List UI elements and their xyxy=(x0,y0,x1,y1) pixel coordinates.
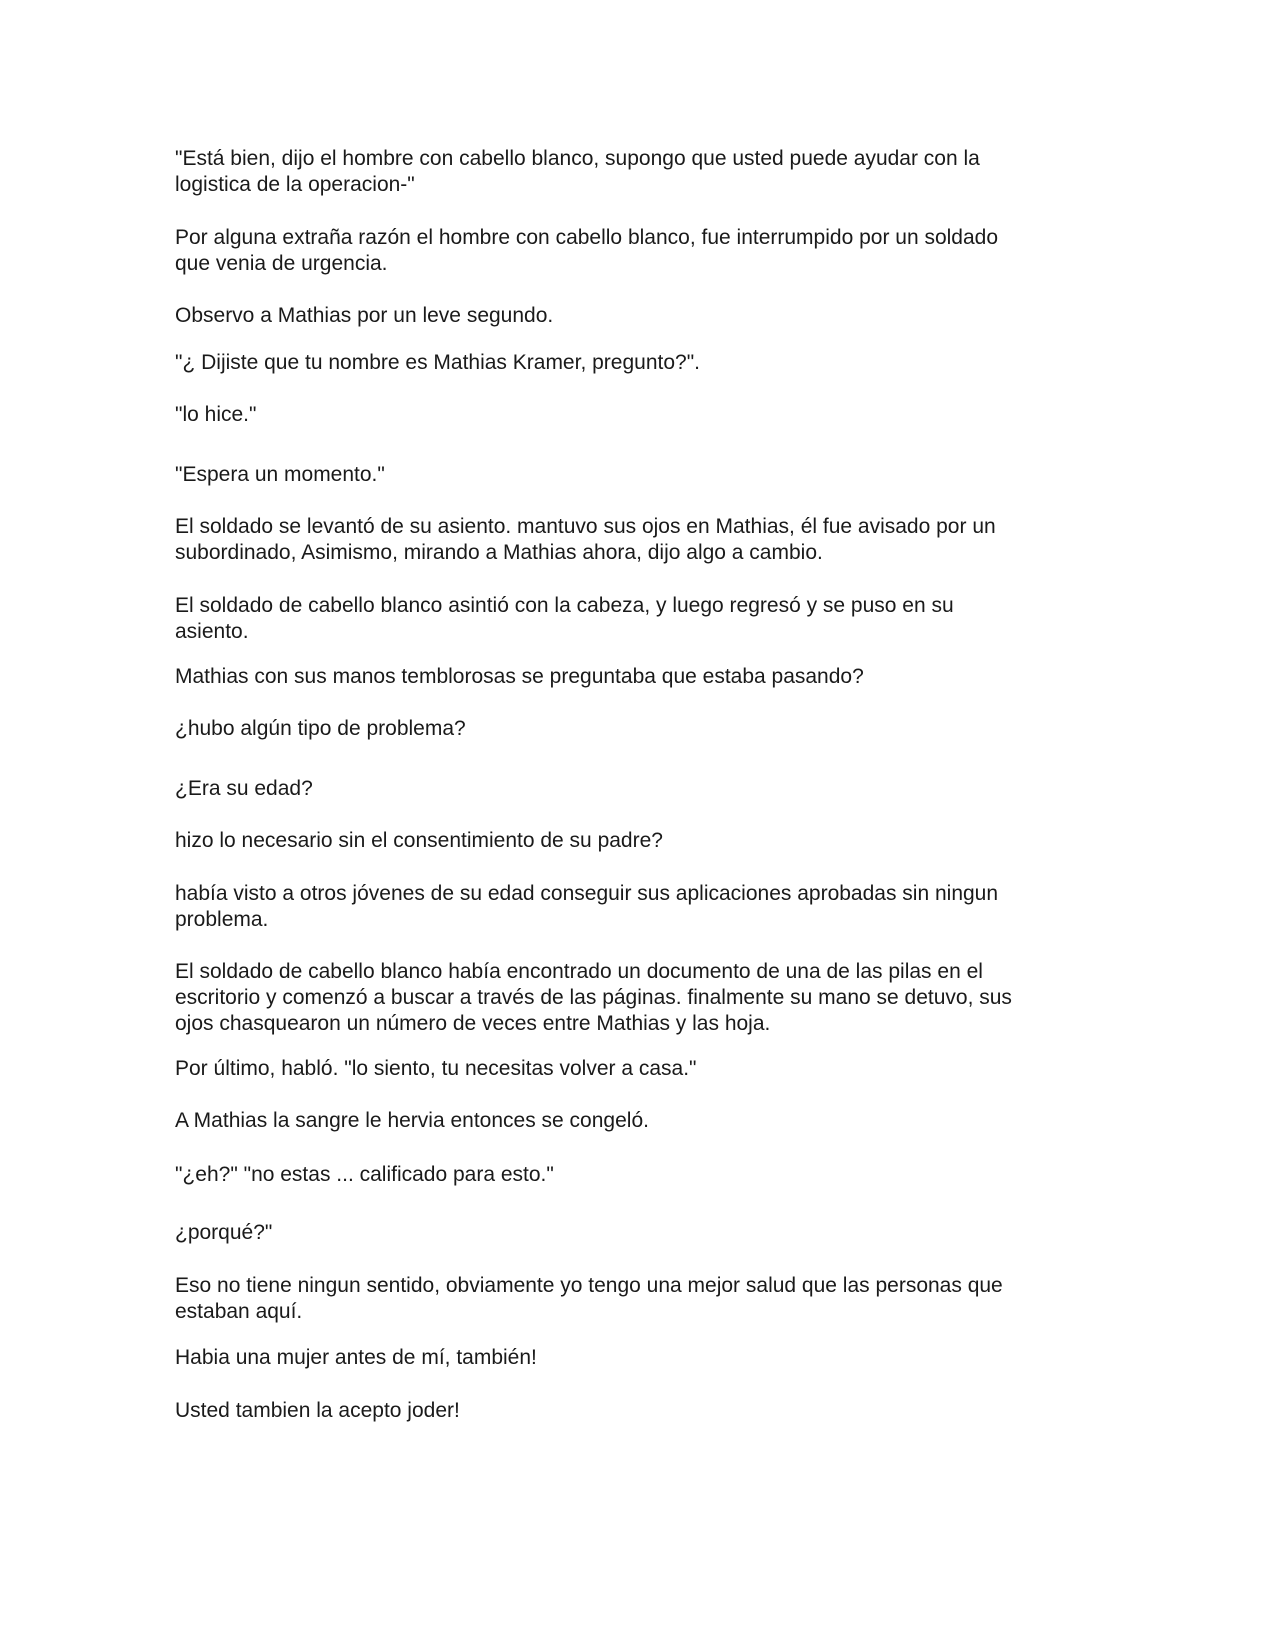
paragraph-12: hizo lo necesario sin el consentimiento de su padre? xyxy=(175,829,663,852)
paragraph-9: Mathias con sus manos temblorosas se preguntaba que estaba pasando? xyxy=(175,665,864,688)
paragraph-1: "Está bien, dijo el hombre con cabello blanco, supongo que usted puede ayudar con la logistica de la operacion-" xyxy=(175,147,980,196)
paragraph-11: ¿Era su edad? xyxy=(175,777,313,800)
paragraph-7: El soldado se levantó de su asiento. mantuvo sus ojos en Mathias, él fue avisado por un subordinado, Asimismo, mirando a Mathias ahora, dijo algo a cambio. xyxy=(175,515,996,564)
paragraph-18: ¿porqué?" xyxy=(175,1221,273,1244)
paragraph-8: El soldado de cabello blanco asintió con la cabeza, y luego regresó y se puso en su asiento. xyxy=(175,594,954,643)
paragraph-10: ¿hubo algún tipo de problema? xyxy=(175,717,466,740)
paragraph-4: "¿ Dijiste que tu nombre es Mathias Kramer, pregunto?". xyxy=(175,351,700,374)
paragraph-21: Usted tambien la acepto joder! xyxy=(175,1399,460,1422)
paragraph-3: Observo a Mathias por un leve segundo. xyxy=(175,304,554,327)
paragraph-6: "Espera un momento." xyxy=(175,463,385,486)
paragraph-20: Habia una mujer antes de mí, también! xyxy=(175,1346,537,1369)
paragraph-17: "¿eh?" "no estas ... calificado para esto." xyxy=(175,1163,554,1186)
paragraph-14: El soldado de cabello blanco había encontrado un documento de una de las pilas en el escritorio y comenzó a buscar a través de las páginas. finalmente su mano se detuvo, sus ojos chasquearon un número de veces entre Mathias y las hoja. xyxy=(175,960,1012,1035)
paragraph-16: A Mathias la sangre le hervia entonces se congeló. xyxy=(175,1109,649,1132)
paragraph-15: Por último, habló. "lo siento, tu necesitas volver a casa." xyxy=(175,1057,697,1080)
paragraph-5: "lo hice." xyxy=(175,403,257,426)
paragraph-2: Por alguna extraña razón el hombre con cabello blanco, fue interrumpido por un soldado que venia de urgencia. xyxy=(175,226,999,275)
paragraph-19: Eso no tiene ningun sentido, obviamente yo tengo una mejor salud que las personas que estaban aquí. xyxy=(175,1274,1003,1323)
paragraph-13: había visto a otros jóvenes de su edad conseguir sus aplicaciones aprobadas sin ningun problema. xyxy=(175,882,999,931)
